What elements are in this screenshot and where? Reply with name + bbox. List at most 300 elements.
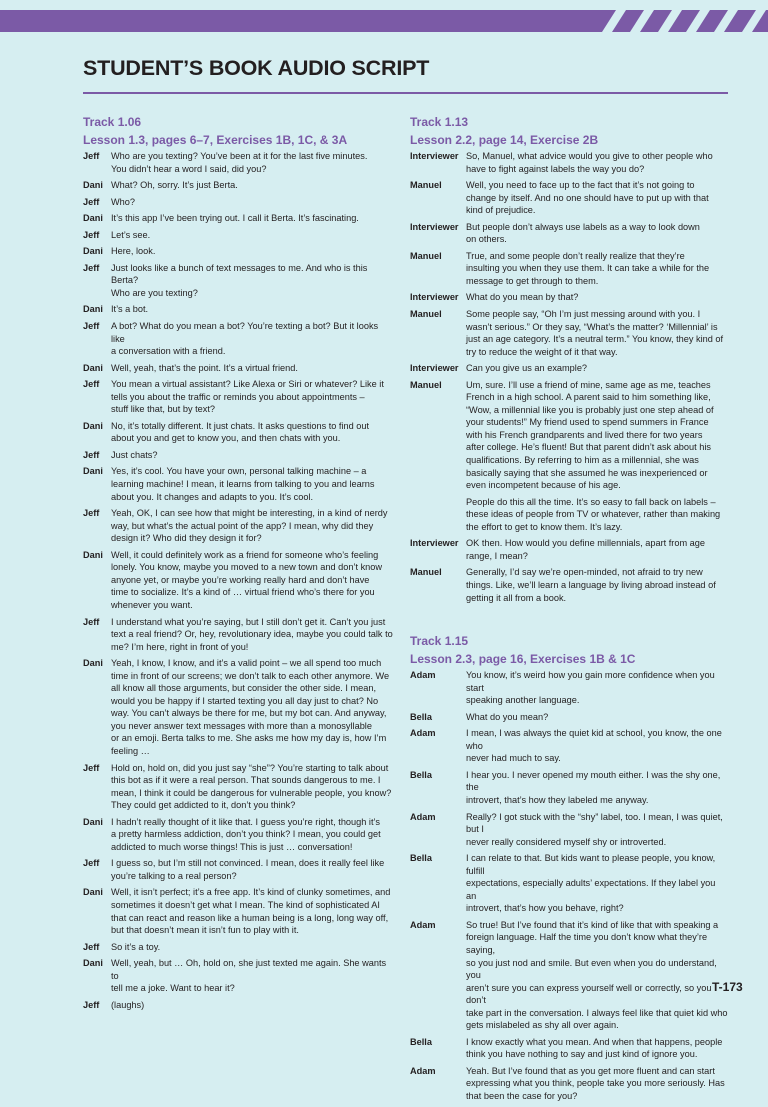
dialogue-line xyxy=(83,682,393,695)
dialogue-line xyxy=(83,491,393,504)
speaker-name xyxy=(410,1090,466,1103)
speaker-name: Adam xyxy=(410,728,436,739)
speaker-name: Jeff xyxy=(83,321,100,332)
dialogue-text: I guess so, but I’m still not convinced. I mean, does it really feel like xyxy=(111,858,385,869)
speaker-name: Interviewer xyxy=(410,221,459,232)
dialogue-text: speaking another language. xyxy=(466,695,580,706)
dialogue-text: lonely. You know, maybe you moved to a new town and don’t know xyxy=(111,562,383,573)
dialogue-text: your students!” My friend used to spend summers in France xyxy=(466,417,709,428)
dialogue-line xyxy=(83,179,393,192)
dialogue-line xyxy=(410,233,728,246)
speaker-name xyxy=(83,841,111,854)
speaker-name xyxy=(410,467,466,480)
speaker-name xyxy=(83,899,111,912)
speaker-name xyxy=(83,287,111,300)
dialogue-text: think you have nothing to say and just kind of ignore you. xyxy=(466,1049,698,1060)
dialogue-text: about you. It changes and adapts to you. It’s cool. xyxy=(111,491,314,502)
dialogue-line xyxy=(83,924,393,937)
dialogue-text: wasn’t serious.” Or they say, “What’s the matter? ‘Millennial’ is xyxy=(466,321,718,332)
dialogue-text: Generally, I’d say we’re open-minded, not afraid to try new xyxy=(466,567,703,578)
speaker-name xyxy=(410,479,466,492)
dialogue-line xyxy=(83,549,393,562)
dialogue-line xyxy=(410,496,728,509)
speaker-name xyxy=(83,745,111,758)
dialogue-text: basically saying that she assumed he was inexperienced or xyxy=(466,467,708,478)
speaker-name: Jeff xyxy=(83,999,100,1010)
speaker-name xyxy=(83,682,111,695)
dialogue-text: message to get through to them. xyxy=(466,275,599,286)
dialogue-text: Well, yeah, that’s the point. It’s a virtual friend. xyxy=(111,362,298,373)
dialogue-line xyxy=(83,720,393,733)
speaker-name xyxy=(83,670,111,683)
dialogue-line xyxy=(83,574,393,587)
dialogue-line xyxy=(83,816,393,829)
dialogue-text: What? Oh, sorry. It’s just Berta. xyxy=(111,180,238,191)
dialogue-text: Really? I got stuck with the “shy” label, too. I mean, I was quiet, but I xyxy=(466,811,723,835)
dialogue-line xyxy=(83,870,393,883)
dialogue-text: Who are you texting? You’ve been at it for the last five minutes. xyxy=(111,151,368,161)
speaker-name: Jeff xyxy=(83,262,100,273)
dialogue-text: tell me a joke. Want to hear it? xyxy=(111,983,235,994)
speaker-name xyxy=(83,695,111,708)
speaker-name: Dani xyxy=(83,816,103,827)
dialogue-list xyxy=(83,150,393,1015)
dialogue-line xyxy=(83,391,393,404)
dialogue-text: OK then. How would you define millennials, apart from age xyxy=(466,538,706,549)
dialogue-line xyxy=(410,592,728,605)
speaker-name xyxy=(410,391,466,404)
speaker-name xyxy=(83,163,111,176)
dialogue-text: addicted to much worse things! This is just … conversation! xyxy=(111,841,353,852)
speaker-name: Jeff xyxy=(83,196,100,207)
dialogue-text: You didn’t hear a word I said, did you? xyxy=(111,163,267,174)
speaker-name xyxy=(410,262,466,275)
dialogue-text: that been the case for you? xyxy=(466,1091,578,1101)
dialogue-text: You mean a virtual assistant? Like Alexa or Siri or whatever? Like it xyxy=(111,379,384,390)
dialogue-line xyxy=(83,561,393,574)
dialogue-line xyxy=(83,345,393,358)
speaker-name: Adam xyxy=(410,670,436,681)
dialogue-line xyxy=(83,999,393,1012)
dialogue-line xyxy=(83,420,393,433)
speaker-name xyxy=(83,391,111,404)
dialogue-line xyxy=(410,275,728,288)
speaker-name xyxy=(410,429,466,442)
dialogue-line xyxy=(410,931,728,956)
speaker-name xyxy=(410,752,466,765)
speaker-name xyxy=(410,982,466,1007)
speaker-name xyxy=(410,931,466,956)
dialogue-line xyxy=(410,727,728,752)
dialogue-text: time in front of our screens; we don’t talk to each other anymore. We xyxy=(111,670,390,681)
speaker-name xyxy=(410,877,466,902)
dialogue-text: whenever you want. xyxy=(111,599,193,610)
dialogue-text: Well, yeah, but … Oh, hold on, she just texted me again. She wants to xyxy=(111,958,387,981)
speaker-name xyxy=(410,550,466,563)
speaker-name xyxy=(410,496,466,509)
dialogue-line xyxy=(83,670,393,683)
dialogue-text: I can relate to that. But kids want to please people, you know, fulfill xyxy=(466,853,716,876)
speaker-name xyxy=(83,432,111,445)
dialogue-text: learning machine! I mean, it learns from talking to you and learns xyxy=(111,479,375,490)
dialogue-text: Well, you need to face up to the fact that it’s not going to xyxy=(466,180,695,191)
speaker-name: Interviewer xyxy=(410,363,459,374)
speaker-name: Interviewer xyxy=(410,151,459,161)
dialogue-text: would you be happy if I started texting you all day just to chat? No xyxy=(111,695,379,706)
dialogue-text: never had much to say. xyxy=(466,753,561,764)
dialogue-text: Yes, it’s cool. You have your own, personal talking machine – a xyxy=(111,466,367,477)
dialogue-line xyxy=(83,828,393,841)
dialogue-text: expectations, especially adults’ expectations. If they label you an xyxy=(466,878,716,901)
dialogue-text: It’s a bot. xyxy=(111,304,149,315)
dialogue-line xyxy=(410,291,728,304)
dialogue-line xyxy=(83,465,393,478)
dialogue-line xyxy=(83,616,393,629)
speaker-name: Dani xyxy=(83,362,103,373)
dialogue-line xyxy=(410,192,728,205)
dialogue-line xyxy=(410,163,728,176)
speaker-name xyxy=(83,924,111,937)
dialogue-text: True, and some people don’t really realize that they’re xyxy=(466,250,685,261)
dialogue-text: So, Manuel, what advice would you give to other people who xyxy=(466,151,713,161)
speaker-name: Jeff xyxy=(83,229,100,240)
speaker-name: Bella xyxy=(410,769,432,780)
dialogue-text: gets mislabeled as shy all over again. xyxy=(466,1020,619,1031)
dialogue-text: you’re talking to a real person? xyxy=(111,870,237,881)
dialogue-line xyxy=(83,695,393,708)
speaker-name: Interviewer xyxy=(410,292,459,303)
dialogue-line xyxy=(83,403,393,416)
dialogue-line xyxy=(410,333,728,346)
speaker-name xyxy=(410,321,466,334)
dialogue-line xyxy=(83,532,393,545)
dialogue-line xyxy=(410,404,728,417)
dialogue-text: I know exactly what you mean. And when that happens, people xyxy=(466,1036,723,1047)
dialogue-line xyxy=(410,416,728,429)
dialogue-text: Who? xyxy=(111,196,136,207)
speaker-name: Manuel xyxy=(410,250,442,261)
dialogue-text: take part in the conversation. I always feel like that quiet kid who xyxy=(466,1007,728,1018)
speaker-name xyxy=(410,957,466,982)
dialogue-text: Just looks like a bunch of text messages to me. And who is this Berta? xyxy=(111,262,368,286)
dialogue-text: So it’s a toy. xyxy=(111,941,161,952)
dialogue-line xyxy=(410,1065,728,1078)
dialogue-text: all know all those arguments, but consider the other side. I mean, xyxy=(111,683,377,694)
speaker-name: Dani xyxy=(83,246,103,257)
speaker-name xyxy=(410,1048,466,1061)
dialogue-line xyxy=(83,229,393,242)
speaker-name: Jeff xyxy=(83,858,100,869)
dialogue-line xyxy=(410,179,728,192)
dialogue-text: What do you mean? xyxy=(466,711,549,722)
header-stripes xyxy=(588,10,768,32)
dialogue-line xyxy=(410,957,728,982)
speaker-name xyxy=(83,912,111,925)
dialogue-text: No, it’s totally different. It just chats. It asks questions to find out xyxy=(111,420,370,431)
dialogue-text: Yeah, OK, I can see how that might be interesting, in a kind of nerdy xyxy=(111,508,388,519)
dialogue-line xyxy=(83,262,393,287)
dialogue-line xyxy=(410,794,728,807)
dialogue-line xyxy=(410,454,728,467)
speaker-name: Dani xyxy=(83,958,103,969)
dialogue-text: stuff like that, but by text? xyxy=(111,404,216,415)
header-band xyxy=(0,10,768,32)
dialogue-text: What do you mean by that? xyxy=(466,292,579,303)
dialogue-line xyxy=(410,467,728,480)
dialogue-text: Just chats? xyxy=(111,449,158,460)
dialogue-text: this bot as if it were a real person. That sounds dangerous to me. I xyxy=(111,775,381,786)
speaker-name xyxy=(410,592,466,605)
dialogue-line xyxy=(83,732,393,745)
dialogue-list xyxy=(410,150,728,608)
speaker-name xyxy=(83,787,111,800)
dialogue-text: Well, it could definitely work as a friend for someone who’s feeling xyxy=(111,549,379,560)
page-title: STUDENT’S BOOK AUDIO SCRIPT xyxy=(83,56,430,80)
dialogue-line xyxy=(410,521,728,534)
dialogue-line xyxy=(83,163,393,176)
dialogue-text: have to fight against labels the way you do? xyxy=(466,163,645,174)
track-title: Track 1.06 xyxy=(83,115,142,129)
dialogue-line xyxy=(83,957,393,982)
dialogue-line xyxy=(83,657,393,670)
dialogue-text: A bot? What do you mean a bot? You’re texting a bot? But it looks like xyxy=(111,321,379,344)
dialogue-line xyxy=(410,902,728,915)
dialogue-line xyxy=(83,245,393,258)
dialogue-text: feeling … xyxy=(111,745,150,756)
dialogue-text: It’s this app I’ve been trying out. I call it Berta. It’s fascinating. xyxy=(111,213,359,224)
dialogue-text: so you just nod and smile. But even when you do understand, you xyxy=(466,957,717,981)
dialogue-line xyxy=(410,391,728,404)
dialogue-line xyxy=(83,774,393,787)
dialogue-text: expressing what you think, people take you more seriously. Has xyxy=(466,1078,725,1089)
dialogue-line xyxy=(410,1036,728,1049)
dialogue-text: Can you give us an example? xyxy=(466,363,588,374)
speaker-name xyxy=(410,1077,466,1090)
speaker-name: Jeff xyxy=(83,449,100,460)
dialogue-text: even incompetent because of his age. xyxy=(466,480,621,491)
speaker-name xyxy=(83,641,111,654)
dialogue-text: try to reduce the weight of it that way. xyxy=(466,346,618,357)
dialogue-line xyxy=(83,362,393,375)
dialogue-text: these ideas of people from TV or whatever, rather than making xyxy=(466,509,721,520)
dialogue-text: I hadn’t really thought of it like that. I guess you’re right, though it’s xyxy=(111,816,380,827)
dialogue-text: way, but what’s the actual point of the app? I mean, why did they xyxy=(111,520,374,531)
dialogue-line xyxy=(83,787,393,800)
speaker-name xyxy=(410,333,466,346)
speaker-name: Jeff xyxy=(83,762,100,773)
dialogue-line xyxy=(83,762,393,775)
dialogue-text: time to socialize. It’s a kind of … virtual friend who’s there for you xyxy=(111,587,375,598)
speaker-name: Manuel xyxy=(410,567,442,578)
dialogue-text: Hold on, hold on, did you just say “she”? You’re starting to talk about xyxy=(111,762,389,773)
speaker-name: Dani xyxy=(83,213,103,224)
dialogue-line xyxy=(83,799,393,812)
speaker-name xyxy=(410,192,466,205)
dialogue-text: Yeah. But I’ve found that as you get more fluent and can start xyxy=(466,1065,715,1076)
dialogue-line xyxy=(410,919,728,932)
dialogue-text: text a real friend? Or, hey, revolutionary idea, maybe you could talk to xyxy=(111,629,393,640)
dialogue-line xyxy=(410,429,728,442)
dialogue-line xyxy=(410,150,728,163)
dialogue-line xyxy=(410,752,728,765)
speaker-name xyxy=(83,561,111,574)
dialogue-text: but that doesn’t mean it isn’t fun to play with it. xyxy=(111,925,299,936)
speaker-name: Adam xyxy=(410,811,436,822)
dialogue-text: I understand what you’re saying, but I still don’t get it. Can’t you just xyxy=(111,616,386,627)
dialogue-line xyxy=(410,379,728,392)
dialogue-text: design it? Who did they design it for? xyxy=(111,533,262,544)
speaker-name xyxy=(83,586,111,599)
dialogue-line xyxy=(83,150,393,163)
dialogue-line xyxy=(83,857,393,870)
dialogue-line xyxy=(410,537,728,550)
dialogue-line xyxy=(83,628,393,641)
dialogue-text: me? I’m here, right in front of you! xyxy=(111,641,249,652)
dialogue-line xyxy=(410,1007,728,1020)
speaker-name: Dani xyxy=(83,466,103,477)
dialogue-line xyxy=(83,320,393,345)
speaker-name xyxy=(83,870,111,883)
dialogue-line xyxy=(410,441,728,454)
title-rule xyxy=(83,92,728,94)
speaker-name xyxy=(83,774,111,787)
dialogue-line xyxy=(83,941,393,954)
speaker-name: Jeff xyxy=(83,616,100,627)
dialogue-text: I hear you. I never opened my mouth either. I was the shy one, the xyxy=(466,769,721,793)
dialogue-line xyxy=(410,566,728,579)
speaker-name xyxy=(83,720,111,733)
dialogue-text: So true! But I’ve found that it’s kind of like that with speaking a xyxy=(466,919,719,930)
speaker-name xyxy=(83,478,111,491)
dialogue-text: way. You can’t always be there for me, but my bot can. And anyway, xyxy=(111,708,387,719)
dialogue-text: change by itself. And no one should have to put up with that xyxy=(466,192,709,203)
speaker-name xyxy=(410,694,466,707)
page-number: T-173 xyxy=(712,980,743,994)
speaker-name xyxy=(83,532,111,545)
dialogue-text: aren’t sure you can express yourself well or correctly, so you don’t xyxy=(466,982,712,1006)
speaker-name xyxy=(83,491,111,504)
speaker-name xyxy=(83,982,111,995)
left-column xyxy=(83,115,393,1015)
dialogue-text: mean, I think it could be dangerous for vulnerable people, you know? xyxy=(111,787,392,798)
speaker-name xyxy=(410,416,466,429)
dialogue-text: kind of prejudice. xyxy=(466,205,536,216)
dialogue-text: introvert, that’s how they labeled me anyway. xyxy=(466,794,649,805)
dialogue-line xyxy=(410,479,728,492)
dialogue-line xyxy=(83,707,393,720)
dialogue-line xyxy=(83,982,393,995)
dialogue-line xyxy=(83,507,393,520)
dialogue-text: Um, sure. I’ll use a friend of mine, same age as me, teaches xyxy=(466,379,711,390)
speaker-name xyxy=(410,1007,466,1020)
speaker-name xyxy=(83,599,111,612)
dialogue-text: sometimes it doesn’t get what I mean. The kind of sophisticated AI xyxy=(111,899,380,910)
dialogue-text: about you and get to know you, and then chats with you. xyxy=(111,433,341,444)
dialogue-line xyxy=(410,321,728,334)
speaker-name xyxy=(410,163,466,176)
dialogue-line xyxy=(83,303,393,316)
dialogue-text: I mean, I was always the quiet kid at school, you know, the one who xyxy=(466,728,722,751)
dialogue-line xyxy=(410,508,728,521)
speaker-name: Interviewer xyxy=(410,538,459,549)
dialogue-text: introvert, that’s how you behave, right? xyxy=(466,903,624,914)
dialogue-text: Here, look. xyxy=(111,246,156,257)
dialogue-text: People do this all the time. It’s so easy to fall back on labels – xyxy=(466,496,716,507)
dialogue-line xyxy=(410,362,728,375)
dialogue-line xyxy=(410,262,728,275)
dialogue-line xyxy=(83,449,393,462)
dialogue-line xyxy=(410,1077,728,1090)
speaker-name: Manuel xyxy=(410,180,442,191)
dialogue-line xyxy=(83,432,393,445)
dialogue-line xyxy=(410,669,728,694)
dialogue-text: that can react and reason like a human being is a long, long way off, xyxy=(111,912,389,923)
speaker-name: Bella xyxy=(410,711,432,722)
dialogue-text: with his French grandparents and lived there for two years xyxy=(466,429,703,440)
dialogue-line xyxy=(83,841,393,854)
dialogue-line xyxy=(83,478,393,491)
speaker-name xyxy=(83,520,111,533)
dialogue-line xyxy=(410,811,728,836)
speaker-name: Jeff xyxy=(83,151,100,161)
speaker-name xyxy=(83,628,111,641)
speaker-name xyxy=(410,404,466,417)
dialogue-text: you never answer text messages with more than a monosyllable xyxy=(111,720,372,731)
speaker-name xyxy=(410,902,466,915)
dialogue-text: things. Like, we’ll learn a language by living abroad instead of xyxy=(466,579,716,590)
speaker-name xyxy=(410,204,466,217)
dialogue-text: French in a high school. A parent said to him something like, xyxy=(466,392,711,403)
speaker-name xyxy=(410,1019,466,1032)
speaker-name xyxy=(83,799,111,812)
dialogue-line xyxy=(83,520,393,533)
dialogue-text: on others. xyxy=(466,234,507,245)
dialogue-text: anyone yet, or maybe you’re working really hard and don’t have xyxy=(111,574,370,585)
dialogue-text: Well, it isn’t perfect; it’s a free app. It’s kind of clunky sometimes, and xyxy=(111,887,391,898)
dialogue-line xyxy=(410,769,728,794)
dialogue-line xyxy=(83,599,393,612)
speaker-name xyxy=(410,441,466,454)
dialogue-text: just an age category. It’s a neutral term.” You know, they kind of xyxy=(466,334,724,345)
right-column xyxy=(410,115,728,1107)
speaker-name: Dani xyxy=(83,304,103,315)
speaker-name: Adam xyxy=(410,919,436,930)
speaker-name xyxy=(410,579,466,592)
dialogue-line xyxy=(410,1019,728,1032)
dialogue-line xyxy=(410,711,728,724)
speaker-name: Dani xyxy=(83,658,103,669)
speaker-name xyxy=(410,836,466,849)
dialogue-text: range, I mean? xyxy=(466,550,528,561)
dialogue-text: foreign language. Half the time you don’t know what they’re saying, xyxy=(466,932,708,955)
speaker-name xyxy=(410,508,466,521)
dialogue-line xyxy=(83,641,393,654)
dialogue-line xyxy=(410,579,728,592)
dialogue-text: never really considered myself shy or introverted. xyxy=(466,836,667,847)
speaker-name xyxy=(410,346,466,359)
dialogue-text: Yeah, I know, I know, and it’s a valid point – we all spend too much xyxy=(111,658,382,669)
speaker-name xyxy=(410,454,466,467)
dialogue-line xyxy=(410,346,728,359)
lesson-title: Lesson 2.3, page 16, Exercises 1B & 1C xyxy=(410,652,636,667)
dialogue-line xyxy=(410,877,728,902)
dialogue-line xyxy=(410,1090,728,1103)
speaker-name: Jeff xyxy=(83,508,100,519)
speaker-name: Dani xyxy=(83,549,103,560)
dialogue-line xyxy=(410,694,728,707)
dialogue-line xyxy=(410,1048,728,1061)
dialogue-line xyxy=(83,586,393,599)
